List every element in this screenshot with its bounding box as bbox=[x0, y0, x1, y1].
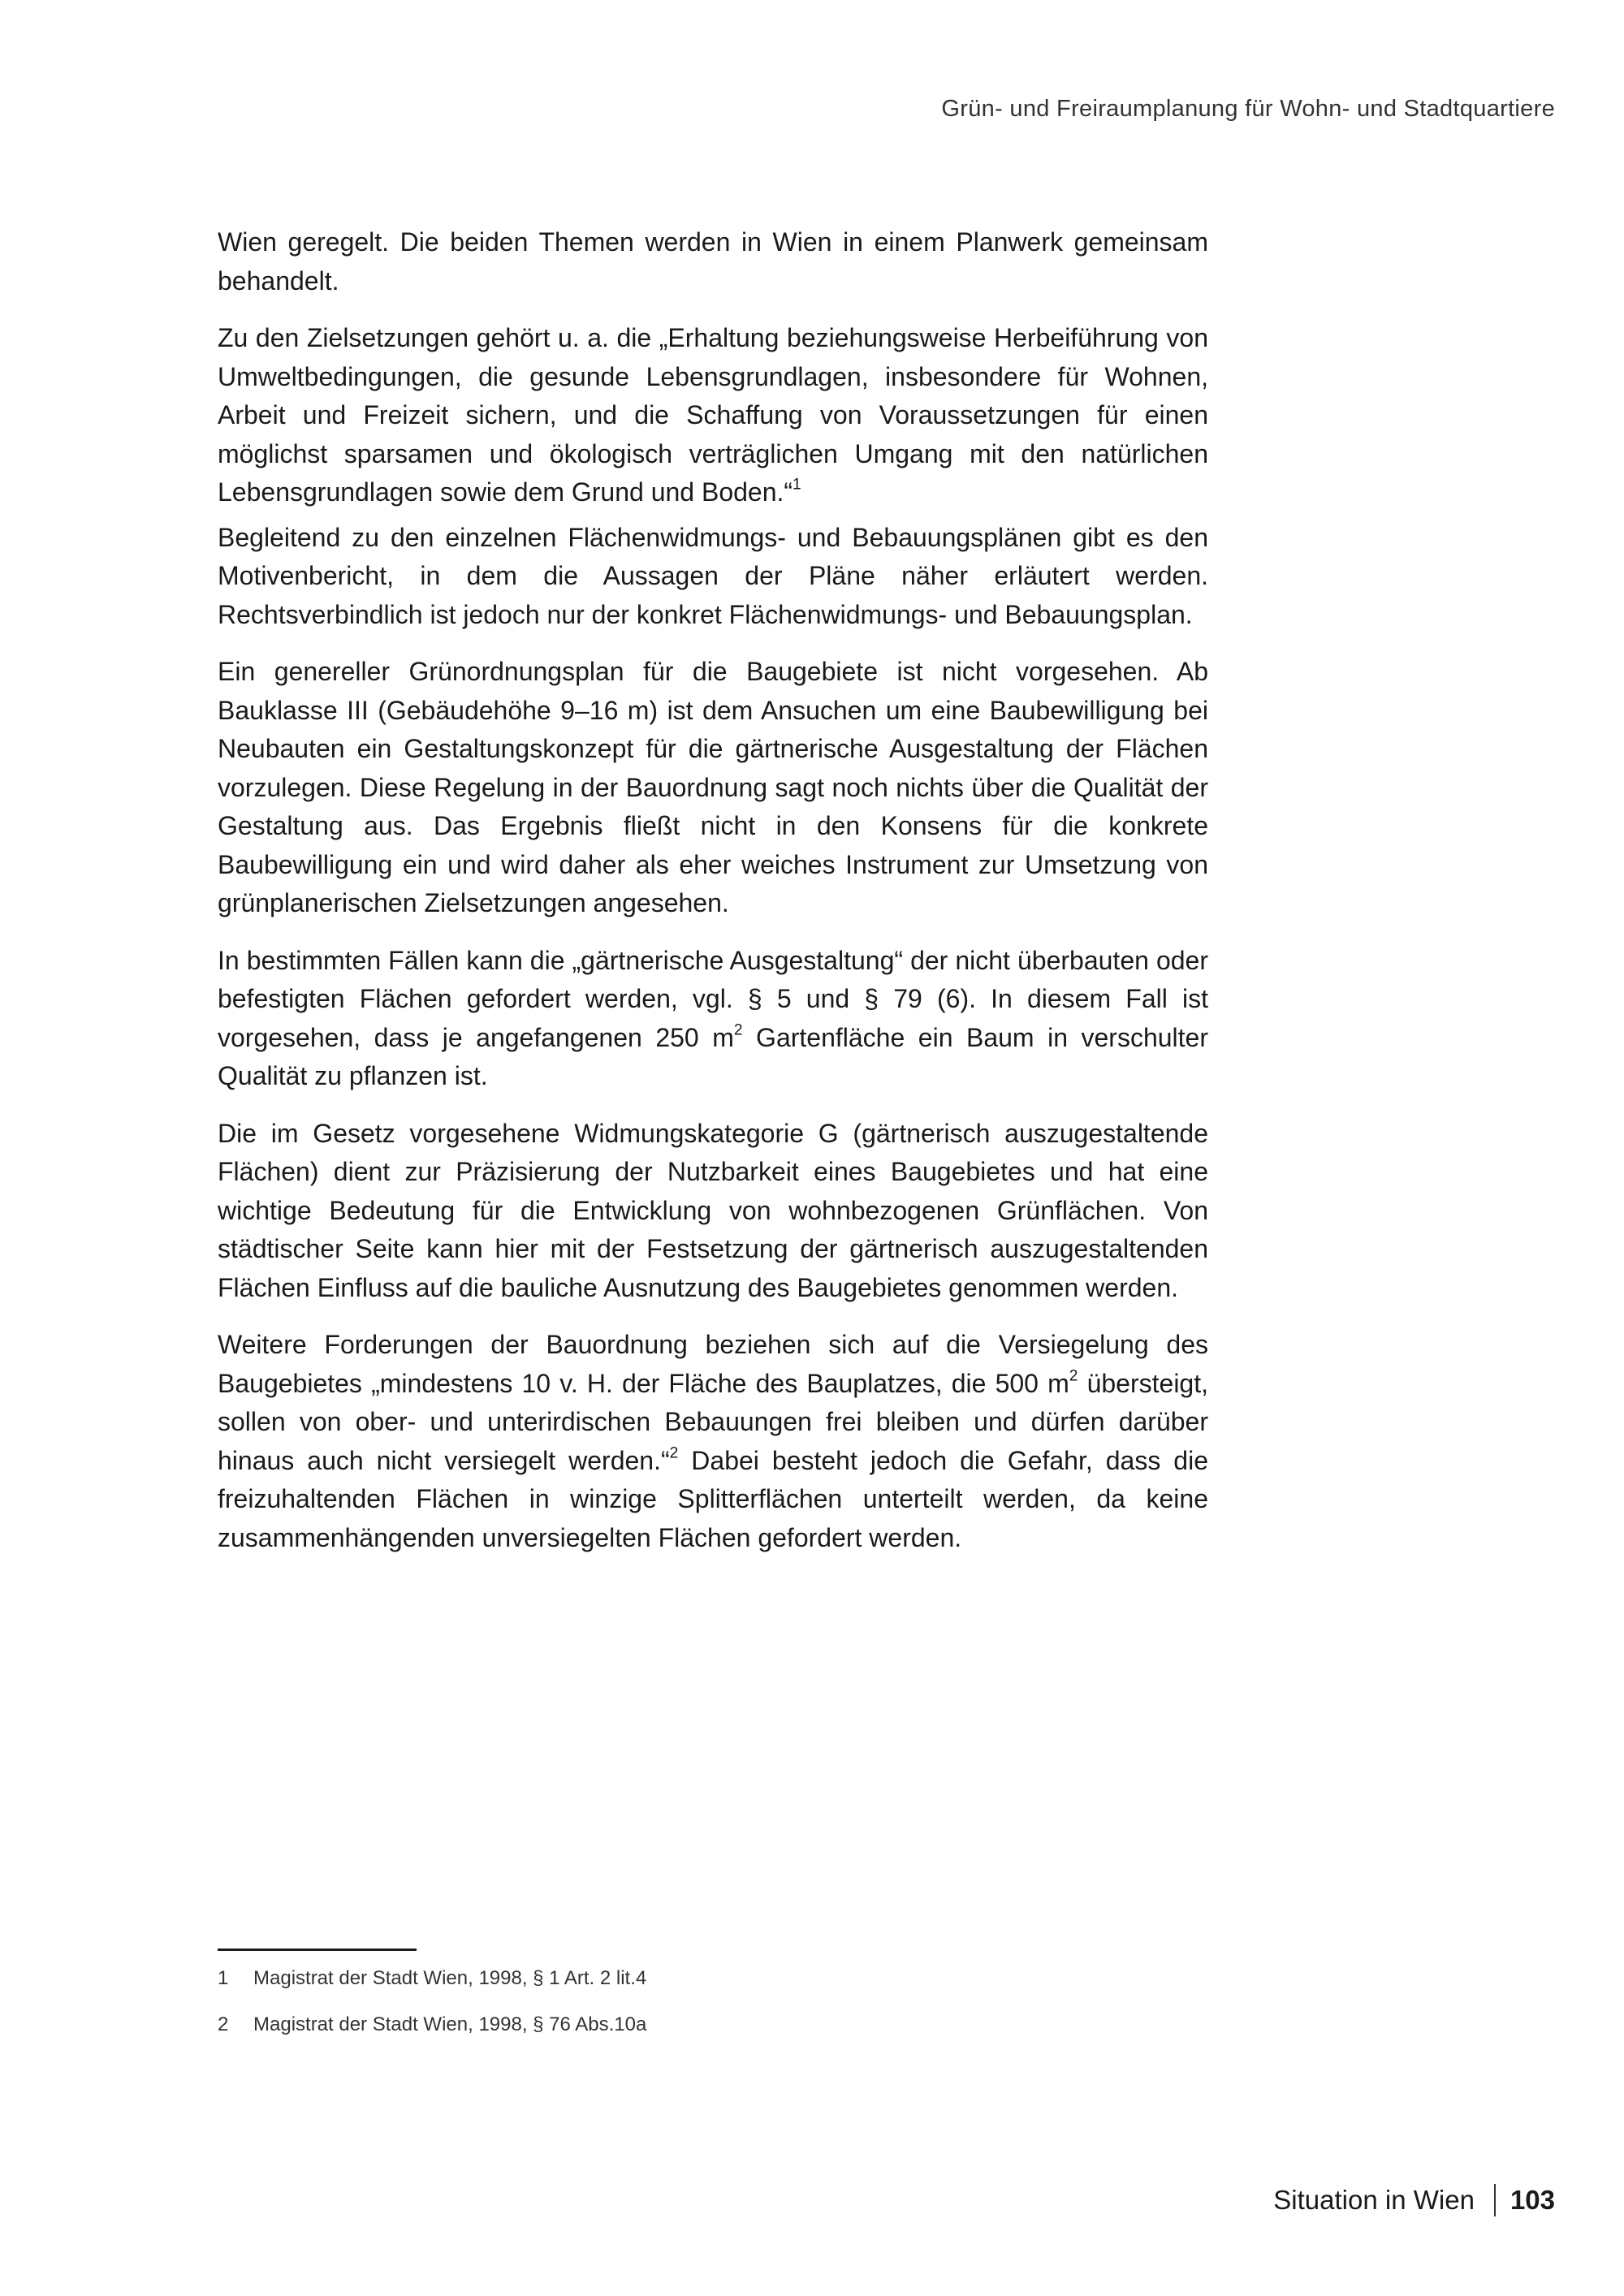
footnote-2 bbox=[218, 2011, 705, 2038]
footnote-rule bbox=[218, 1949, 417, 1951]
paragraph-1: Wien geregelt. Die beiden Themen werden in Wien in einem Planwerk gemeinsam behandelt. bbox=[218, 227, 1208, 296]
footnote-text: Magistrat der Stadt Wien, 1998, § 1 Art. 2 lit.4 bbox=[253, 1967, 647, 1989]
paragraph-7 bbox=[218, 1326, 1208, 1557]
paragraph-2-text: Zu den Zielsetzungen gehört u. a. die „Erhaltung beziehungsweise Herbeiführung von Umweltbedingungen, die gesunde Lebensgrundlagen, insbesondere für Wohnen, Arbeit und Freizeit sichern, und die Schaffung von Voraussetzungen für einen möglichst sparsamen und ökologisch verträglichen Umgang mit den natürlichen Lebensgrundlagen sowie dem Grund und Boden.“ bbox=[218, 323, 1208, 507]
footnote-text: Magistrat der Stadt Wien, 1998, § 76 Abs.10a bbox=[253, 2013, 647, 2035]
body-text bbox=[218, 223, 1208, 1576]
page-footer bbox=[1273, 2184, 1555, 2216]
paragraph-5-text-b: Gartenfläche ein Baum in verschulter Qualität zu pflanzen ist. bbox=[218, 1022, 1209, 1090]
paragraph-2 bbox=[218, 319, 1208, 512]
footnote-1 bbox=[218, 1965, 705, 1992]
paragraph-5-text-a: In bestimmten Fällen kann die „gärtnerische Ausgestaltung“ der nicht überbauten oder befestigten Flächen gefordert werden, vgl. § 5 und § 79 (6). In diesem Fall ist vorgesehen, dass je angefangenen 250 m bbox=[218, 945, 1208, 1052]
footnote-ref-1: 1 bbox=[793, 476, 801, 494]
page-number: 103 bbox=[1510, 2185, 1555, 2215]
footer-divider bbox=[1494, 2184, 1496, 2216]
running-header: Grün- und Freiraumplanung für Wohn- und Stadtquartiere bbox=[941, 96, 1555, 122]
paragraph-3: Begleitend zu den einzelnen Flächenwidmungs- und Bebauungsplänen gibt es den Motivenbericht, in dem die Aussagen der Pläne näher erläutert werden. Rechtsverbindlich ist jedoch nur der konkret Flächenwidmungs- und Bebauungsplan. bbox=[218, 522, 1208, 629]
footer-section-title: Situation in Wien bbox=[1273, 2185, 1475, 2215]
footnote-number: 1 bbox=[218, 1967, 229, 1989]
footnote-ref-2: 2 bbox=[669, 1444, 679, 1462]
superscript-2: 2 bbox=[733, 1021, 743, 1039]
paragraph-6: Die im Gesetz vorgesehene Widmungskategorie G (gärtnerisch auszugestaltende Flächen) dient zur Präzisierung der Nutzbarkeit eines Baugebietes und hat eine wichtige Bedeutung für die Entwicklung von wohnbezogenen Grünflächen. Von städtischer Seite kann hier mit der Festsetzung der gärtnerisch auszugestaltenden Flächen Einfluss auf die bauliche Ausnutzung des Baugebietes genommen werden. bbox=[218, 1118, 1208, 1302]
superscript-2: 2 bbox=[1069, 1367, 1078, 1385]
paragraph-7-text-c: Dabei besteht jedoch die Gefahr, dass die freizuhaltenden Flächen in winzige Splitterflächen unterteilt werden, da keine zusammenhängenden unversiegelten Flächen gefordert werden. bbox=[218, 1445, 1209, 1552]
paragraph-5 bbox=[218, 942, 1208, 1096]
paragraph-7-text-b: übersteigt, sollen von ober- und unterirdischen Bebauungen frei bleiben und dürfen darüber hinaus auch nicht versiegelt werden.“ bbox=[218, 1368, 1209, 1475]
footnotes bbox=[218, 1965, 705, 2057]
footnote-number: 2 bbox=[218, 2013, 229, 2035]
paragraph-4: Ein genereller Grünordnungsplan für die Baugebiete ist nicht vorgesehen. Ab Bauklasse III (Gebäudehöhe 9–16 m) ist dem Ansuchen um eine Baubewilligung bei Neubauten ein Gestaltungskonzept für die gärtnerische Ausgestaltung der Flächen vorzulegen. Diese Regelung in der Bauordnung sagt noch nichts über die Qualität der Gestaltung aus. Das Ergebnis fließt nicht in den Konsens für die konkrete Baubewilligung ein und wird daher als eher weiches Instrument zur Umsetzung von grünplanerischen Zielsetzungen angesehen. bbox=[218, 657, 1208, 917]
paragraph-7-text-a: Weitere Forderungen der Bauordnung beziehen sich auf die Versiegelung des Baugebietes „mindestens 10 v. H. der Fläche des Bauplatzes, die 500 m bbox=[218, 1330, 1208, 1398]
